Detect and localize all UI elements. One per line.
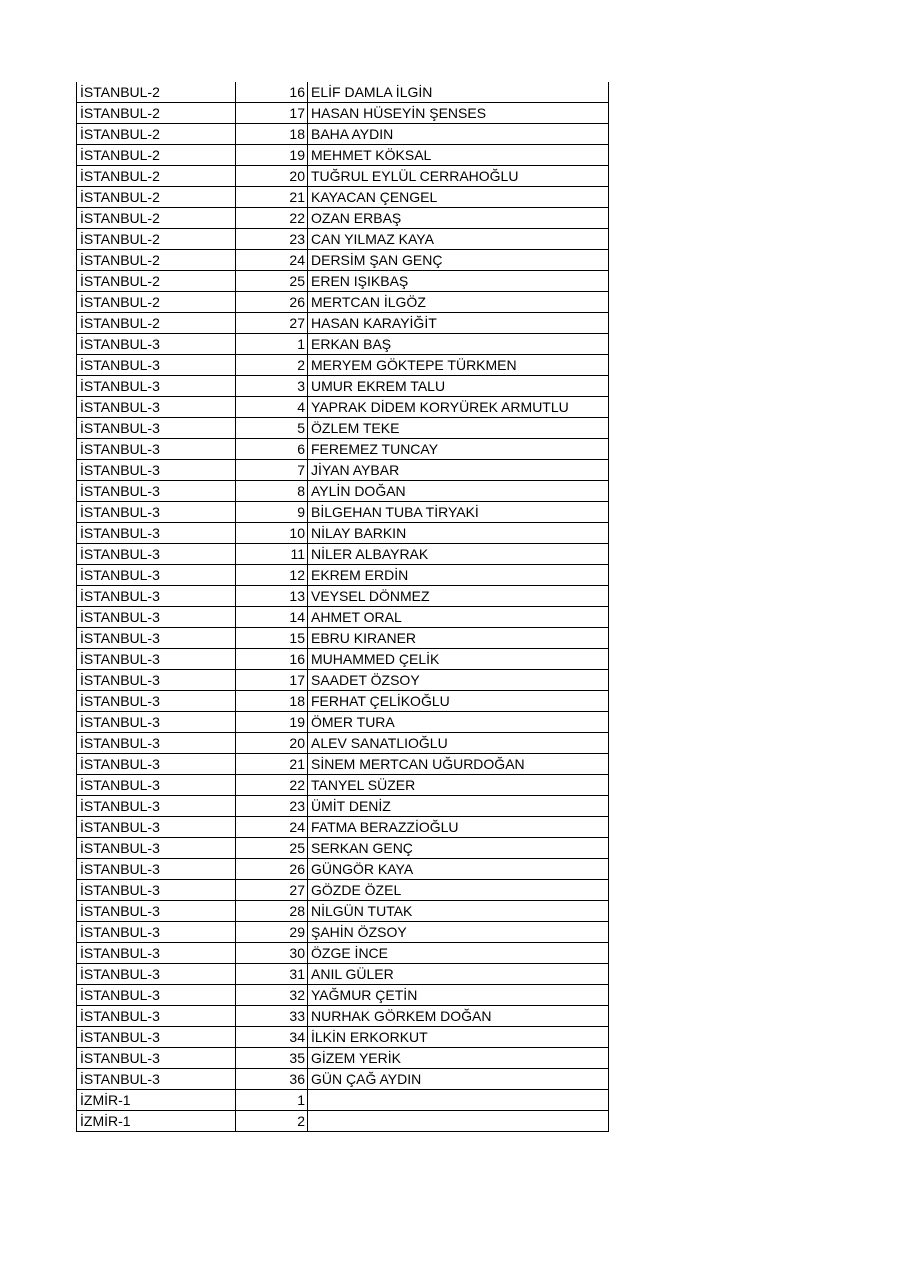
rank-cell: 27	[236, 313, 308, 334]
rank-cell: 23	[236, 229, 308, 250]
rank-cell: 27	[236, 880, 308, 901]
candidate-name-cell: ÖZLEM TEKE	[308, 418, 609, 439]
rank-cell: 14	[236, 607, 308, 628]
district-cell: İSTANBUL-3	[77, 544, 236, 565]
table-row	[77, 523, 609, 544]
district-cell: İSTANBUL-3	[77, 481, 236, 502]
district-cell: İSTANBUL-2	[77, 313, 236, 334]
rank-cell: 25	[236, 271, 308, 292]
district-cell: İSTANBUL-3	[77, 691, 236, 712]
rank-cell: 21	[236, 187, 308, 208]
rank-cell: 29	[236, 922, 308, 943]
candidate-name-cell: SERKAN GENÇ	[308, 838, 609, 859]
candidate-name-cell: FERHAT ÇELİKOĞLU	[308, 691, 609, 712]
candidate-name-cell: VEYSEL DÖNMEZ	[308, 586, 609, 607]
table-row	[77, 229, 609, 250]
table-row	[77, 103, 609, 124]
candidate-name-cell: MERYEM GÖKTEPE TÜRKMEN	[308, 355, 609, 376]
table-row	[77, 733, 609, 754]
district-cell: İSTANBUL-2	[77, 166, 236, 187]
table-row	[77, 607, 609, 628]
candidate-table	[76, 82, 609, 1132]
rank-cell: 3	[236, 376, 308, 397]
table-row	[77, 796, 609, 817]
district-cell: İSTANBUL-3	[77, 355, 236, 376]
candidate-name-cell: OZAN ERBAŞ	[308, 208, 609, 229]
district-cell: İSTANBUL-3	[77, 859, 236, 880]
rank-cell: 18	[236, 691, 308, 712]
district-cell: İSTANBUL-3	[77, 439, 236, 460]
rank-cell: 5	[236, 418, 308, 439]
district-cell: İSTANBUL-3	[77, 1048, 236, 1069]
candidate-table-body	[77, 82, 609, 1132]
table-row	[77, 502, 609, 523]
candidate-name-cell: HASAN KARAYİĞİT	[308, 313, 609, 334]
rank-cell: 23	[236, 796, 308, 817]
rank-cell: 20	[236, 733, 308, 754]
table-row	[77, 775, 609, 796]
table-row	[77, 82, 609, 103]
candidate-name-cell: NİLGÜN TUTAK	[308, 901, 609, 922]
table-row	[77, 481, 609, 502]
candidate-name-cell: ANIL GÜLER	[308, 964, 609, 985]
candidate-name-cell: MEHMET KÖKSAL	[308, 145, 609, 166]
table-row	[77, 250, 609, 271]
district-cell: İSTANBUL-2	[77, 103, 236, 124]
candidate-name-cell: CAN YILMAZ KAYA	[308, 229, 609, 250]
table-row	[77, 817, 609, 838]
rank-cell: 13	[236, 586, 308, 607]
rank-cell: 17	[236, 103, 308, 124]
district-cell: İSTANBUL-3	[77, 901, 236, 922]
candidate-name-cell: ALEV SANATLIOĞLU	[308, 733, 609, 754]
candidate-name-cell: YAPRAK DİDEM KORYÜREK ARMUTLU	[308, 397, 609, 418]
table-row	[77, 649, 609, 670]
rank-cell: 20	[236, 166, 308, 187]
rank-cell: 34	[236, 1027, 308, 1048]
district-cell: İSTANBUL-3	[77, 775, 236, 796]
candidate-sheet	[76, 82, 608, 1132]
candidate-name-cell: ÜMİT DENİZ	[308, 796, 609, 817]
candidate-name-cell: BAHA AYDIN	[308, 124, 609, 145]
table-row	[77, 670, 609, 691]
rank-cell: 19	[236, 145, 308, 166]
district-cell: İSTANBUL-3	[77, 628, 236, 649]
district-cell: İSTANBUL-2	[77, 292, 236, 313]
district-cell: İSTANBUL-3	[77, 880, 236, 901]
district-cell: İSTANBUL-2	[77, 82, 236, 103]
rank-cell: 16	[236, 82, 308, 103]
candidate-name-cell: ŞAHİN ÖZSOY	[308, 922, 609, 943]
table-row	[77, 1027, 609, 1048]
candidate-name-cell: SİNEM MERTCAN UĞURDOĞAN	[308, 754, 609, 775]
rank-cell: 6	[236, 439, 308, 460]
district-cell: İSTANBUL-3	[77, 418, 236, 439]
table-row	[77, 754, 609, 775]
table-row	[77, 943, 609, 964]
district-cell: İSTANBUL-3	[77, 670, 236, 691]
rank-cell: 15	[236, 628, 308, 649]
rank-cell: 21	[236, 754, 308, 775]
district-cell: İSTANBUL-3	[77, 334, 236, 355]
rank-cell: 26	[236, 292, 308, 313]
candidate-name-cell: ELİF DAMLA İLGİN	[308, 82, 609, 103]
district-cell: İSTANBUL-3	[77, 376, 236, 397]
rank-cell: 12	[236, 565, 308, 586]
district-cell: İSTANBUL-3	[77, 523, 236, 544]
table-row	[77, 292, 609, 313]
district-cell: İSTANBUL-3	[77, 712, 236, 733]
district-cell: İSTANBUL-2	[77, 208, 236, 229]
candidate-name-cell: AYLİN DOĞAN	[308, 481, 609, 502]
rank-cell: 11	[236, 544, 308, 565]
district-cell: İSTANBUL-3	[77, 796, 236, 817]
table-row	[77, 880, 609, 901]
district-cell: İSTANBUL-3	[77, 607, 236, 628]
candidate-name-cell: NİLER ALBAYRAK	[308, 544, 609, 565]
district-cell: İSTANBUL-3	[77, 649, 236, 670]
table-row	[77, 901, 609, 922]
rank-cell: 2	[236, 1111, 308, 1132]
district-cell: İSTANBUL-2	[77, 145, 236, 166]
candidate-name-cell: NİLAY BARKIN	[308, 523, 609, 544]
candidate-name-cell: TUĞRUL EYLÜL CERRAHOĞLU	[308, 166, 609, 187]
candidate-name-cell: HASAN HÜSEYİN ŞENSES	[308, 103, 609, 124]
district-cell: İZMİR-1	[77, 1090, 236, 1111]
district-cell: İSTANBUL-3	[77, 817, 236, 838]
rank-cell: 26	[236, 859, 308, 880]
table-row	[77, 397, 609, 418]
candidate-name-cell: GÜN ÇAĞ AYDIN	[308, 1069, 609, 1090]
candidate-name-cell: GİZEM YERİK	[308, 1048, 609, 1069]
table-row	[77, 922, 609, 943]
district-cell: İSTANBUL-3	[77, 1027, 236, 1048]
rank-cell: 9	[236, 502, 308, 523]
rank-cell: 18	[236, 124, 308, 145]
table-row	[77, 355, 609, 376]
candidate-name-cell: YAĞMUR ÇETİN	[308, 985, 609, 1006]
district-cell: İSTANBUL-2	[77, 124, 236, 145]
rank-cell: 17	[236, 670, 308, 691]
table-row	[77, 124, 609, 145]
rank-cell: 22	[236, 208, 308, 229]
table-row	[77, 187, 609, 208]
district-cell: İZMİR-1	[77, 1111, 236, 1132]
candidate-name-cell: ÖMER TURA	[308, 712, 609, 733]
candidate-name-cell: NURHAK GÖRKEM DOĞAN	[308, 1006, 609, 1027]
candidate-name-cell: FATMA BERAZZİOĞLU	[308, 817, 609, 838]
rank-cell: 25	[236, 838, 308, 859]
table-row	[77, 859, 609, 880]
district-cell: İSTANBUL-3	[77, 964, 236, 985]
rank-cell: 8	[236, 481, 308, 502]
candidate-name-cell: UMUR EKREM TALU	[308, 376, 609, 397]
table-row	[77, 1048, 609, 1069]
rank-cell: 7	[236, 460, 308, 481]
table-row	[77, 712, 609, 733]
district-cell: İSTANBUL-3	[77, 1069, 236, 1090]
table-row	[77, 1006, 609, 1027]
rank-cell: 30	[236, 943, 308, 964]
candidate-name-cell: MUHAMMED ÇELİK	[308, 649, 609, 670]
candidate-name-cell: EKREM ERDİN	[308, 565, 609, 586]
candidate-name-cell: TANYEL SÜZER	[308, 775, 609, 796]
district-cell: İSTANBUL-3	[77, 838, 236, 859]
candidate-name-cell: FEREMEZ TUNCAY	[308, 439, 609, 460]
rank-cell: 36	[236, 1069, 308, 1090]
district-cell: İSTANBUL-3	[77, 397, 236, 418]
rank-cell: 16	[236, 649, 308, 670]
table-row	[77, 964, 609, 985]
table-row	[77, 376, 609, 397]
district-cell: İSTANBUL-3	[77, 1006, 236, 1027]
candidate-name-cell: AHMET ORAL	[308, 607, 609, 628]
table-row	[77, 565, 609, 586]
rank-cell: 1	[236, 334, 308, 355]
district-cell: İSTANBUL-3	[77, 943, 236, 964]
district-cell: İSTANBUL-3	[77, 586, 236, 607]
rank-cell: 22	[236, 775, 308, 796]
table-row	[77, 145, 609, 166]
table-row	[77, 628, 609, 649]
rank-cell: 1	[236, 1090, 308, 1111]
candidate-name-cell: GÜNGÖR KAYA	[308, 859, 609, 880]
table-row	[77, 334, 609, 355]
candidate-name-cell: SAADET ÖZSOY	[308, 670, 609, 691]
district-cell: İSTANBUL-3	[77, 754, 236, 775]
table-row	[77, 166, 609, 187]
table-row	[77, 208, 609, 229]
candidate-name-cell	[308, 1111, 609, 1132]
district-cell: İSTANBUL-2	[77, 229, 236, 250]
table-row	[77, 313, 609, 334]
rank-cell: 24	[236, 250, 308, 271]
rank-cell: 2	[236, 355, 308, 376]
rank-cell: 24	[236, 817, 308, 838]
candidate-name-cell: MERTCAN İLGÖZ	[308, 292, 609, 313]
table-row	[77, 460, 609, 481]
candidate-name-cell: EBRU KIRANER	[308, 628, 609, 649]
table-row	[77, 586, 609, 607]
candidate-name-cell: BİLGEHAN TUBA TİRYAKİ	[308, 502, 609, 523]
rank-cell: 28	[236, 901, 308, 922]
table-row	[77, 691, 609, 712]
candidate-name-cell: DERSİM ŞAN GENÇ	[308, 250, 609, 271]
district-cell: İSTANBUL-3	[77, 565, 236, 586]
rank-cell: 10	[236, 523, 308, 544]
district-cell: İSTANBUL-2	[77, 271, 236, 292]
table-row	[77, 1090, 609, 1111]
candidate-name-cell: İLKİN ERKORKUT	[308, 1027, 609, 1048]
district-cell: İSTANBUL-3	[77, 460, 236, 481]
candidate-name-cell: JİYAN AYBAR	[308, 460, 609, 481]
rank-cell: 31	[236, 964, 308, 985]
candidate-name-cell: ERKAN BAŞ	[308, 334, 609, 355]
rank-cell: 35	[236, 1048, 308, 1069]
table-row	[77, 985, 609, 1006]
rank-cell: 19	[236, 712, 308, 733]
candidate-name-cell	[308, 1090, 609, 1111]
candidate-name-cell: KAYACAN ÇENGEL	[308, 187, 609, 208]
table-row	[77, 1069, 609, 1090]
rank-cell: 4	[236, 397, 308, 418]
district-cell: İSTANBUL-2	[77, 250, 236, 271]
candidate-name-cell: EREN IŞIKBAŞ	[308, 271, 609, 292]
table-row	[77, 838, 609, 859]
candidate-name-cell: GÖZDE ÖZEL	[308, 880, 609, 901]
district-cell: İSTANBUL-3	[77, 922, 236, 943]
table-row	[77, 544, 609, 565]
district-cell: İSTANBUL-3	[77, 733, 236, 754]
district-cell: İSTANBUL-3	[77, 502, 236, 523]
district-cell: İSTANBUL-3	[77, 985, 236, 1006]
table-row	[77, 271, 609, 292]
table-row	[77, 418, 609, 439]
candidate-name-cell: ÖZGE İNCE	[308, 943, 609, 964]
district-cell: İSTANBUL-2	[77, 187, 236, 208]
rank-cell: 32	[236, 985, 308, 1006]
rank-cell: 33	[236, 1006, 308, 1027]
table-row	[77, 1111, 609, 1132]
table-row	[77, 439, 609, 460]
